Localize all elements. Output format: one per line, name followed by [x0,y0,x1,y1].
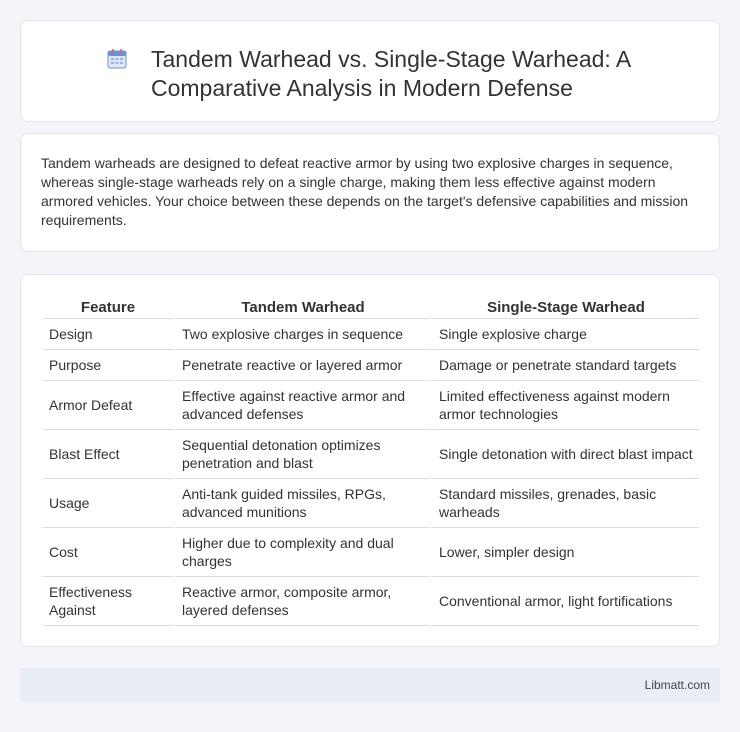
table-header-row [43,295,699,319]
row-single-stage: Lower, simpler design [430,528,699,577]
table-row [43,479,699,528]
row-feature: Effectiveness Against [43,577,173,626]
table-row [43,528,699,577]
footer-bar [20,668,720,702]
footer-site-link[interactable]: Libmatt.com [644,678,710,692]
row-feature: Blast Effect [43,430,173,479]
header-single-stage: Single-Stage Warhead [430,295,699,319]
intro-card [20,133,720,252]
table-row [43,577,699,626]
table-row [43,381,699,430]
header-feature: Feature [43,295,173,319]
row-tandem: Higher due to complexity and dual charges [173,528,430,577]
row-single-stage: Single detonation with direct blast impact [430,430,699,479]
row-single-stage: Single explosive charge [430,319,699,350]
calendar-icon [105,47,129,71]
title-card [20,20,720,122]
row-tandem: Reactive armor, composite armor, layered defenses [173,577,430,626]
header-tandem: Tandem Warhead [173,295,430,319]
intro-paragraph: Tandem warheads are designed to defeat reactive armor by using two explosive charges in sequence, whereas single-stage warheads rely on a single charge, making them less effective against modern armored vehicles. Your choice between these depends on the target's defensive capabilities and mission requirements. [41,155,689,228]
row-feature: Armor Defeat [43,381,173,430]
comparison-table [43,295,699,626]
row-feature: Usage [43,479,173,528]
table-row [43,350,699,381]
row-feature: Design [43,319,173,350]
row-single-stage: Standard missiles, grenades, basic warheads [430,479,699,528]
row-tandem: Sequential detonation optimizes penetration and blast [173,430,430,479]
comparison-card [20,274,720,647]
row-single-stage: Damage or penetrate standard targets [430,350,699,381]
page-title: Tandem Warhead vs. Single-Stage Warhead: A Comparative Analysis in Modern Defense [151,46,631,101]
row-tandem: Anti-tank guided missiles, RPGs, advanced munitions [173,479,430,528]
row-single-stage: Conventional armor, light fortifications [430,577,699,626]
row-tandem: Two explosive charges in sequence [173,319,430,350]
row-tandem: Effective against reactive armor and advanced defenses [173,381,430,430]
row-feature: Purpose [43,350,173,381]
row-feature: Cost [43,528,173,577]
row-single-stage: Limited effectiveness against modern armor technologies [430,381,699,430]
table-row [43,319,699,350]
row-tandem: Penetrate reactive or layered armor [173,350,430,381]
table-row [43,430,699,479]
